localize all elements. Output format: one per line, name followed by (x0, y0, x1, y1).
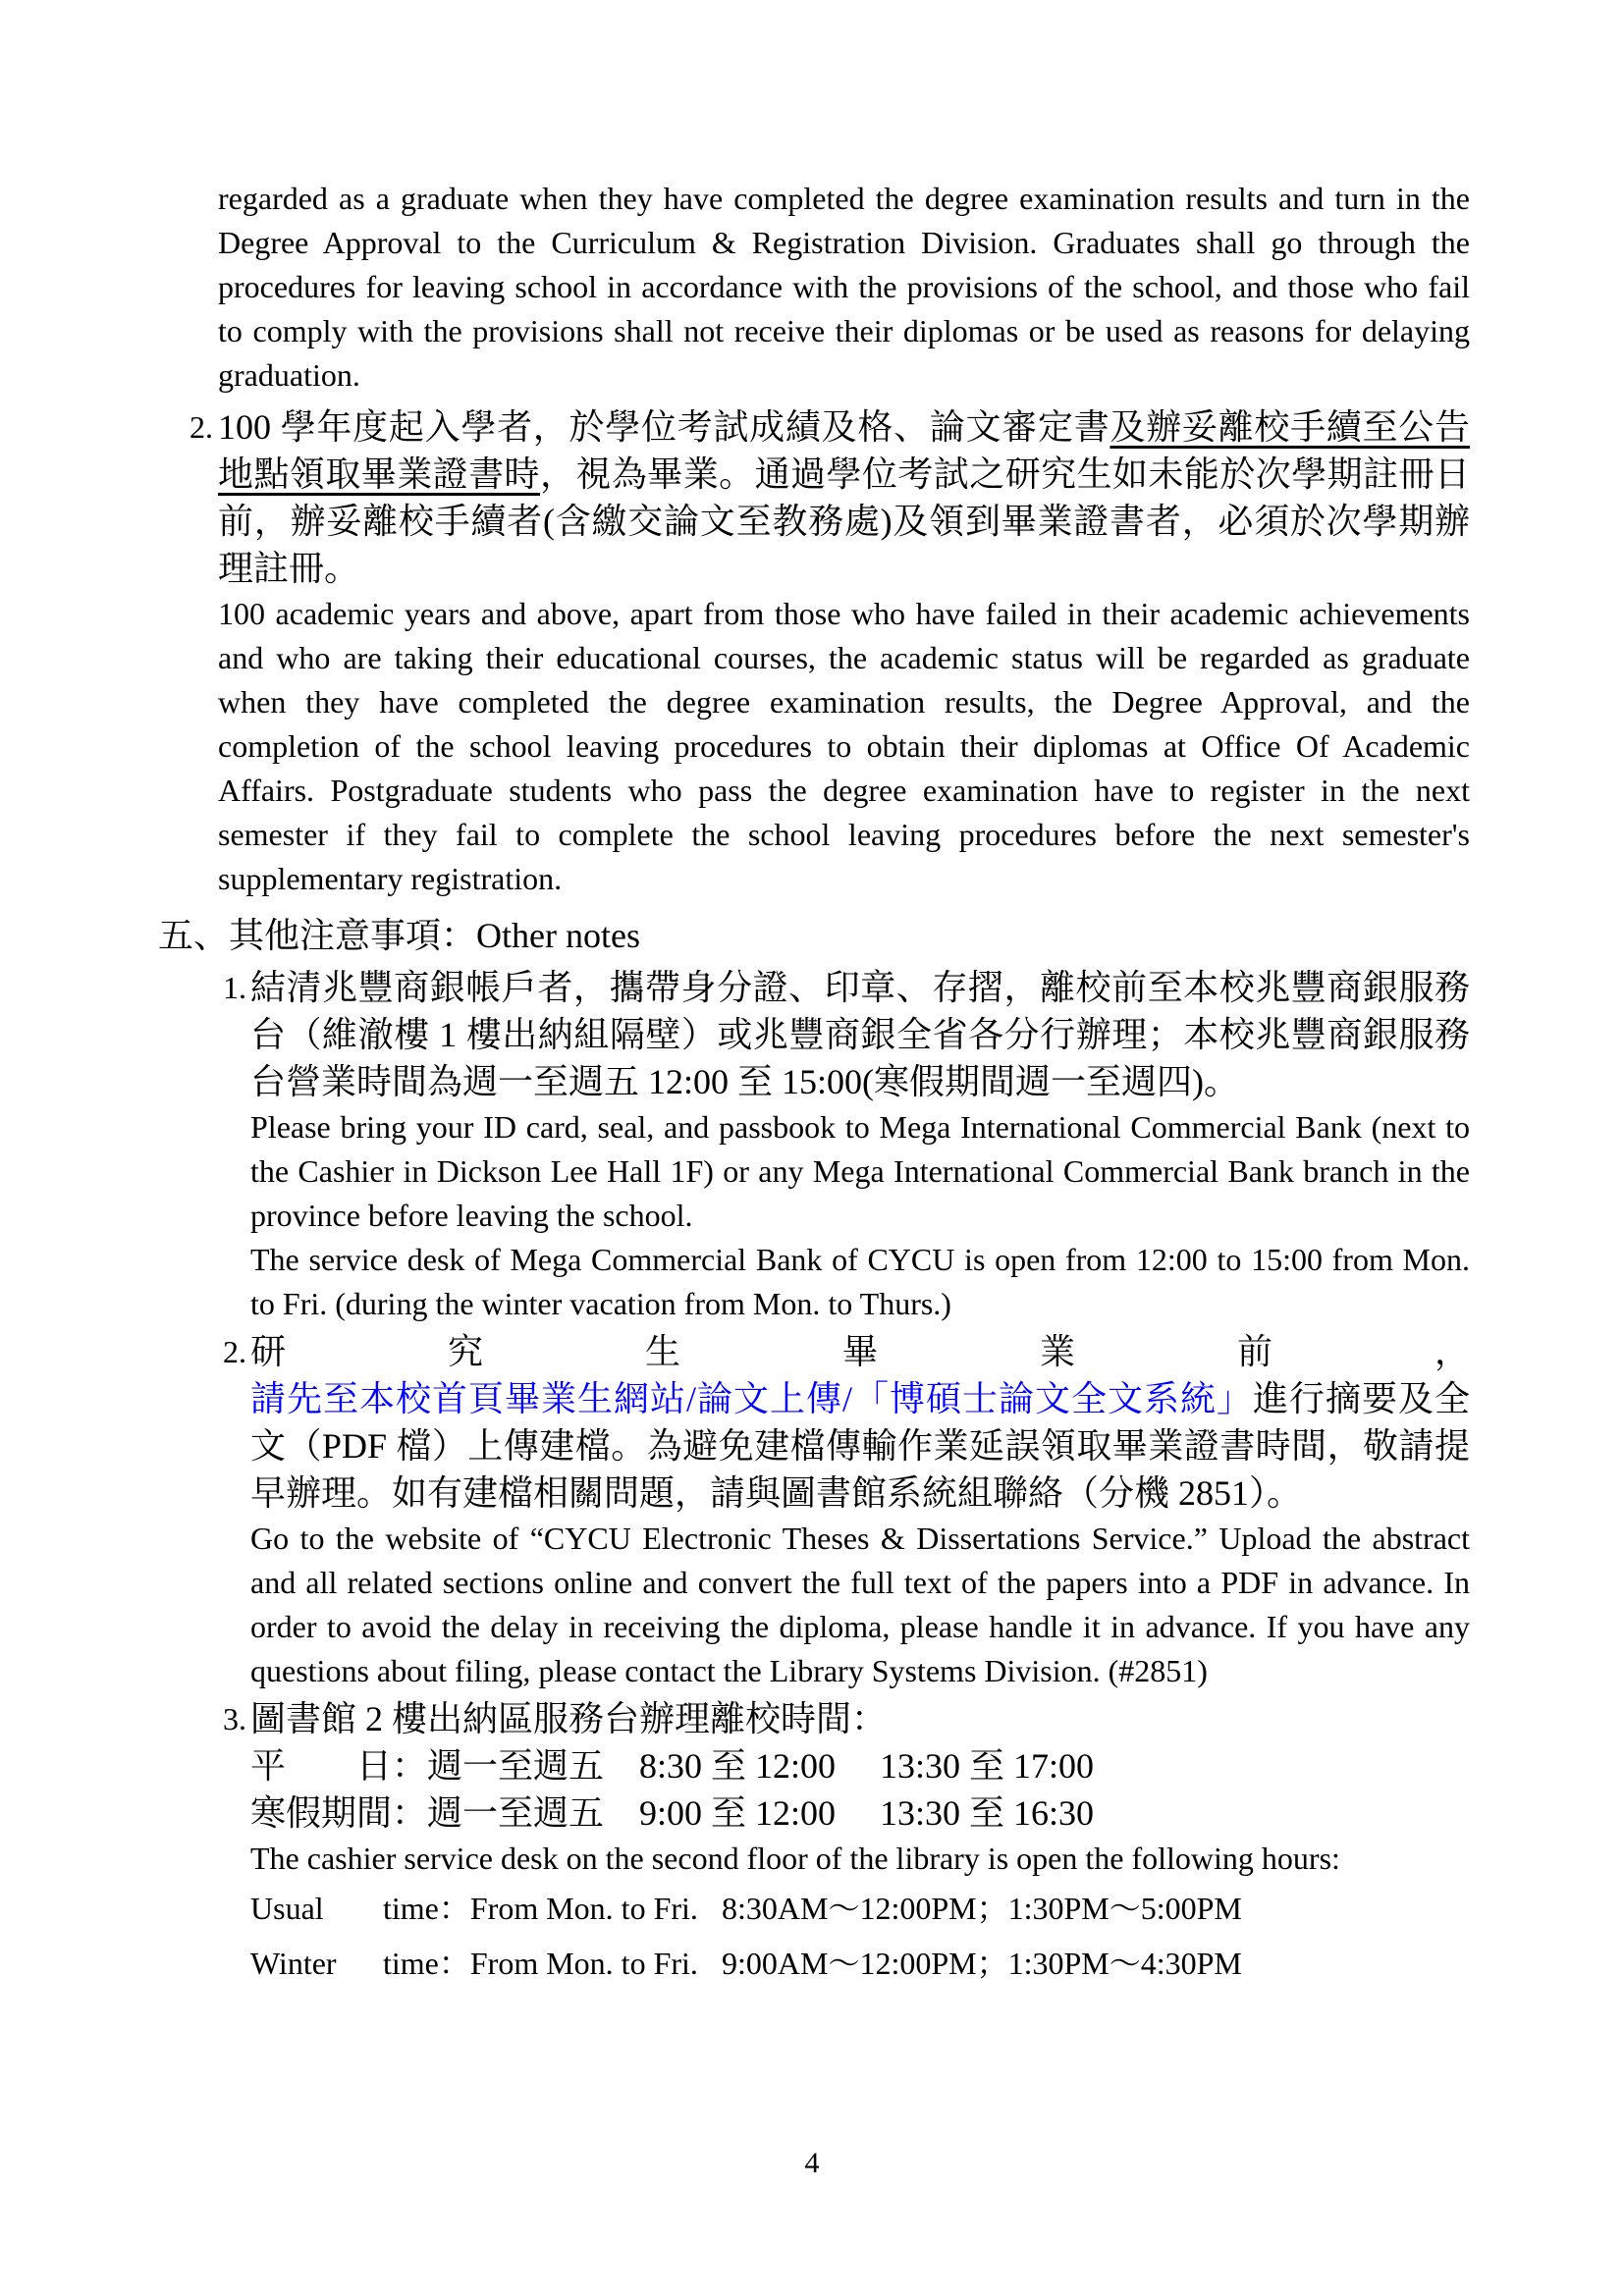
section-5-heading-other-notes: 五、其他注意事項：Other notes (158, 916, 640, 955)
note-2-chinese-text (250, 1328, 1470, 1517)
schedule-label: 平 日： (250, 1746, 428, 1786)
list-number: 2. (189, 409, 213, 445)
schedule-value: 週一至週五 8:30 至 12:00 13:30 至 17:00 (427, 1746, 1095, 1786)
item-2-zh-run-3: ，視為畢業。通過學位考試之研究生如未能於次學期註冊日前，辦妥離校手續者(含繳交論文至教務處)及領到畢業證書者，必須於次學期辦理註冊。 (218, 454, 1470, 588)
list-number: 1. (223, 970, 246, 1005)
schedule-day-type: Winter (250, 1946, 337, 1981)
note-item-1-mega-bank (223, 964, 1470, 1326)
schedule-row-winter-zh (250, 1789, 1470, 1837)
schedule-hours: 9:00AM～12:00PM；1:30PM～4:30PM (722, 1946, 1242, 1981)
list-number: 3. (223, 1701, 246, 1736)
note-item-3-library-hours (223, 1695, 1470, 1991)
schedule-day-type: Usual (250, 1891, 324, 1926)
note-3-english-heading: The cashier service desk on the second floor of the library is open the following hours: (250, 1841, 1340, 1876)
note-item-2-thesis-upload (223, 1328, 1470, 1693)
list-item-2-academic-year-100 (189, 403, 1470, 901)
item-2-chinese-text (218, 403, 1470, 592)
page-number: 4 (804, 2147, 820, 2179)
note-2-zh-run-1: 研究生畢業前， (250, 1332, 1470, 1371)
schedule-row-winter-en (250, 1936, 1470, 1991)
note-3-chinese-heading: 圖書館 2 樓出納區服務台辦理離校時間： (250, 1699, 888, 1738)
schedule-value: 週一至週五 9:00 至 12:00 13:30 至 16:30 (427, 1793, 1095, 1833)
schedule-days: time：From Mon. to Fri. (383, 1891, 698, 1926)
item-2-zh-run-1: 100 學年度起入學者，於學位考試成績及格、論文審定書 (218, 407, 1110, 447)
item-2-zh-underlined-run: 及辦妥離校手續至公告地點領取畢業證書時 (218, 407, 1470, 494)
note-1-chinese-text: 結清兆豐商銀帳戶者，攜帶身分證、印章、存摺，離校前至本校兆豐商銀服務台（維澈樓 1 樓出納組隔壁）或兆豐商銀全省各分行辦理；本校兆豐商銀服務台營業時間為週一至週五 12:00 至 15:00(寒假期間週一至週四)。 (250, 968, 1470, 1101)
thesis-system-link[interactable]: 請先至本校首頁畢業生網站/論文上傳/「博碩士論文全文系統」 (250, 1379, 1253, 1418)
item-2-english-text: 100 academic years and above, apart from those who have failed in their academic achievements and who are taking their educational courses, the academic status will be regarded as graduate when they have completed the degree examination results, the Degree Approval, and the completion of the school leaving procedures to obtain their diplomas at Office Of Academic Affairs. Postgraduate students who pass the degree examination have to register in the next semester if they fail to complete the school leaving procedures before the next semester's supplementary registration. (218, 596, 1470, 896)
schedule-row-usual-en (250, 1881, 1470, 1936)
schedule-row-usual-zh (250, 1742, 1470, 1789)
list-number: 2. (223, 1334, 246, 1369)
paragraph-graduation-procedures-en: regarded as a graduate when they have completed the degree examination results and turn in the Degree Approval to the Curriculum & Registration Division. Graduates shall go through the procedures for leaving school in accordance with the provisions of the school, and those who fail to comply with the provisions shall not receive their diplomas or be used as reasons for delaying graduation. (218, 181, 1470, 393)
schedule-days: time：From Mon. to Fri. (383, 1946, 698, 1981)
note-1-english-text-2: The service desk of Mega Commercial Bank of CYCU is open from 12:00 to 15:00 from Mon. to Fri. (during the winter vacation from Mon. to Thurs.) (250, 1242, 1470, 1321)
note-2-english-text: Go to the website of “CYCU Electronic Theses & Dissertations Service.” Upload the abstract and all related sections online and convert the full text of the papers into a PDF in advance. In order to avoid the delay in receiving the diploma, please handle it in advance. If you have any questions about filing, please contact the Library Systems Division. (#2851) (250, 1521, 1470, 1688)
schedule-label: 寒假期間： (250, 1793, 428, 1833)
schedule-hours: 8:30AM～12:00PM；1:30PM～5:00PM (722, 1891, 1242, 1926)
note-1-english-text-1: Please bring your ID card, seal, and passbook to Mega International Commercial Bank (next to the Cashier in Dickson Lee Hall 1F) or any Mega International Commercial Bank branch in the province before leaving the school. (250, 1109, 1470, 1233)
note-2-zh-run-3: 進行摘要及全文（PDF 檔）上傳建檔。為避免建檔傳輸作業延誤領取畢業證書時間，敬請提早辦理。如有建檔相關問題，請與圖書館系統組聯絡（分機 2851）。 (250, 1379, 1470, 1513)
